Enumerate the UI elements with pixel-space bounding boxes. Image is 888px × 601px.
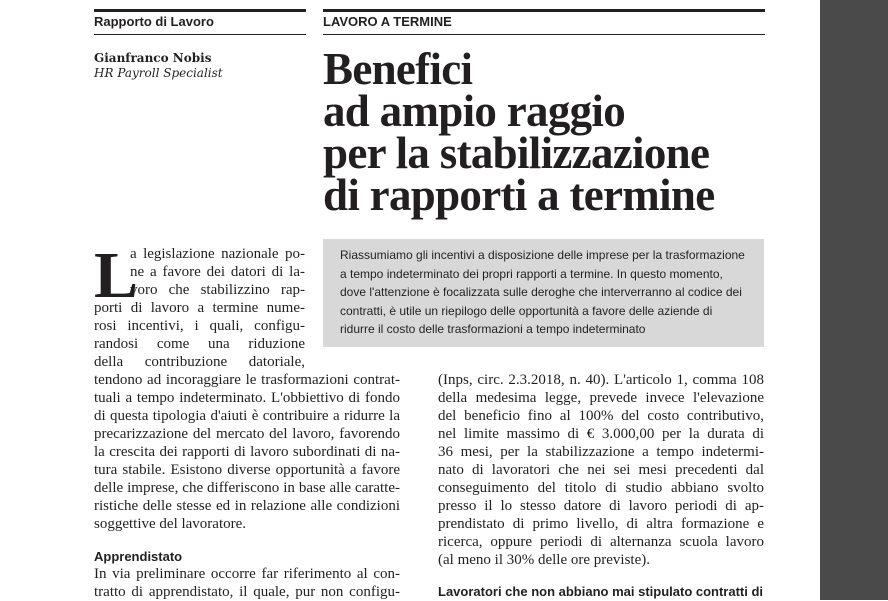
body-line: presso il lo stesso datore di lavoro periodi di ap-	[438, 498, 764, 514]
body-line: In via preliminare occorre far riferimento al con-	[94, 566, 400, 582]
author-name: Gianfranco Nobis	[94, 51, 212, 65]
left-column-continuation	[94, 565, 400, 601]
body-line: ne a favore dei datori di la-	[130, 264, 305, 280]
body-line: ristiche delle stesse ed in relazione alle condizioni	[94, 498, 400, 514]
summary-line: Riassumiamo gli incentivi a disposizione delle imprese per la trasformazione	[340, 248, 745, 262]
summary-line: dove l'attenzione è focalizzata sulle deroghe che interverranno al codice dei	[340, 285, 742, 299]
body-line: porti di lavoro a termine nume-	[94, 300, 305, 316]
body-line: randosi come una riduzione	[94, 336, 305, 352]
body-line: a legislazione nazionale po-	[130, 246, 305, 262]
headline	[323, 44, 793, 220]
body-line: della contribuzione datoriale,	[94, 354, 305, 370]
summary-line: contratti, è utile un riepilogo delle opportunità a favore delle aziende di	[340, 303, 713, 318]
summary-box	[323, 239, 764, 347]
body-line: di questa tipologia d'aiuti è contribuire a ridurre la	[94, 408, 400, 424]
drop-cap: L	[94, 239, 139, 312]
intro-column-indented	[94, 245, 305, 371]
body-line: tura stabile. Esistono diverse opportunità a favore	[94, 462, 400, 478]
headline-line: Benefici	[323, 44, 473, 94]
headline-line: per la stabilizzazione	[323, 128, 710, 178]
body-line: conseguimento del titolo di studio abbiano svolto	[438, 480, 764, 496]
body-line: tendono ad incoraggiare le trasformazioni contrat-	[94, 372, 400, 388]
body-line: della medesima legge, prevede invece l'elevazione	[438, 390, 764, 406]
summary-line: a tempo indeterminato dei propri rapporti a termine. In questo momento,	[340, 266, 723, 281]
headline-line: di rapporti a termine	[323, 170, 715, 220]
left-column-body	[94, 371, 400, 533]
body-line: del beneficio fino al 100% del costo contributivo,	[438, 408, 764, 424]
body-line: tratto di apprendistato, il quale, pur non configu-	[94, 584, 400, 600]
body-line: nel limite massimo di € 3.000,00 per la durata di	[438, 426, 764, 442]
body-line: precarizzazione del mercato del lavoro, favorendo	[94, 426, 400, 442]
body-line: tuali a tempo indeterminato. L'obbiettivo di fondo	[94, 390, 400, 406]
subheading-lavoratori: Lavoratori che non abbiano mai stipulato contratti di	[438, 584, 764, 599]
divider-left	[94, 34, 306, 35]
body-line: 36 mesi, per la stabilizzazione a tempo indetermi-	[438, 444, 764, 460]
article-kicker: LAVORO A TERMINE	[323, 14, 452, 29]
subheading-apprendistato: Apprendistato	[94, 549, 183, 564]
body-line: nato di lavoratori che nei sei mesi precedenti dal	[438, 462, 764, 478]
body-line: (al meno il 30% delle ore previste).	[438, 552, 651, 568]
section-label: Rapporto di Lavoro	[94, 14, 214, 29]
viewer-background	[820, 0, 888, 600]
body-line: soggettive del lavoratore.	[94, 516, 247, 532]
summary-line: ridurre il costo delle trasformazioni a tempo indeterminato	[340, 322, 646, 336]
body-line: delle imprese, che differiscono in base alle caratte-	[94, 480, 400, 496]
headline-line: ad ampio raggio	[323, 86, 626, 136]
section-rule-right	[323, 9, 765, 12]
body-line: ricerca, oppure periodi di alternanza scuola lavoro	[438, 534, 764, 550]
body-line: (Inps, circ. 2.3.2018, n. 40). L'articolo 1, comma 108	[438, 372, 764, 388]
body-line: rosi incentivi, i quali, configu-	[94, 318, 305, 334]
body-line: voro che stabilizzino rap-	[130, 282, 305, 298]
section-rule-left	[94, 9, 306, 12]
right-column-body	[438, 371, 764, 569]
divider-right	[323, 34, 765, 35]
body-line: prendistato di primo livello, di altra formazione e	[438, 516, 764, 532]
author-role: HR Payroll Specialist	[94, 66, 223, 80]
body-line: la crescita dei rapporti di lavoro subordinati di na-	[94, 444, 400, 460]
